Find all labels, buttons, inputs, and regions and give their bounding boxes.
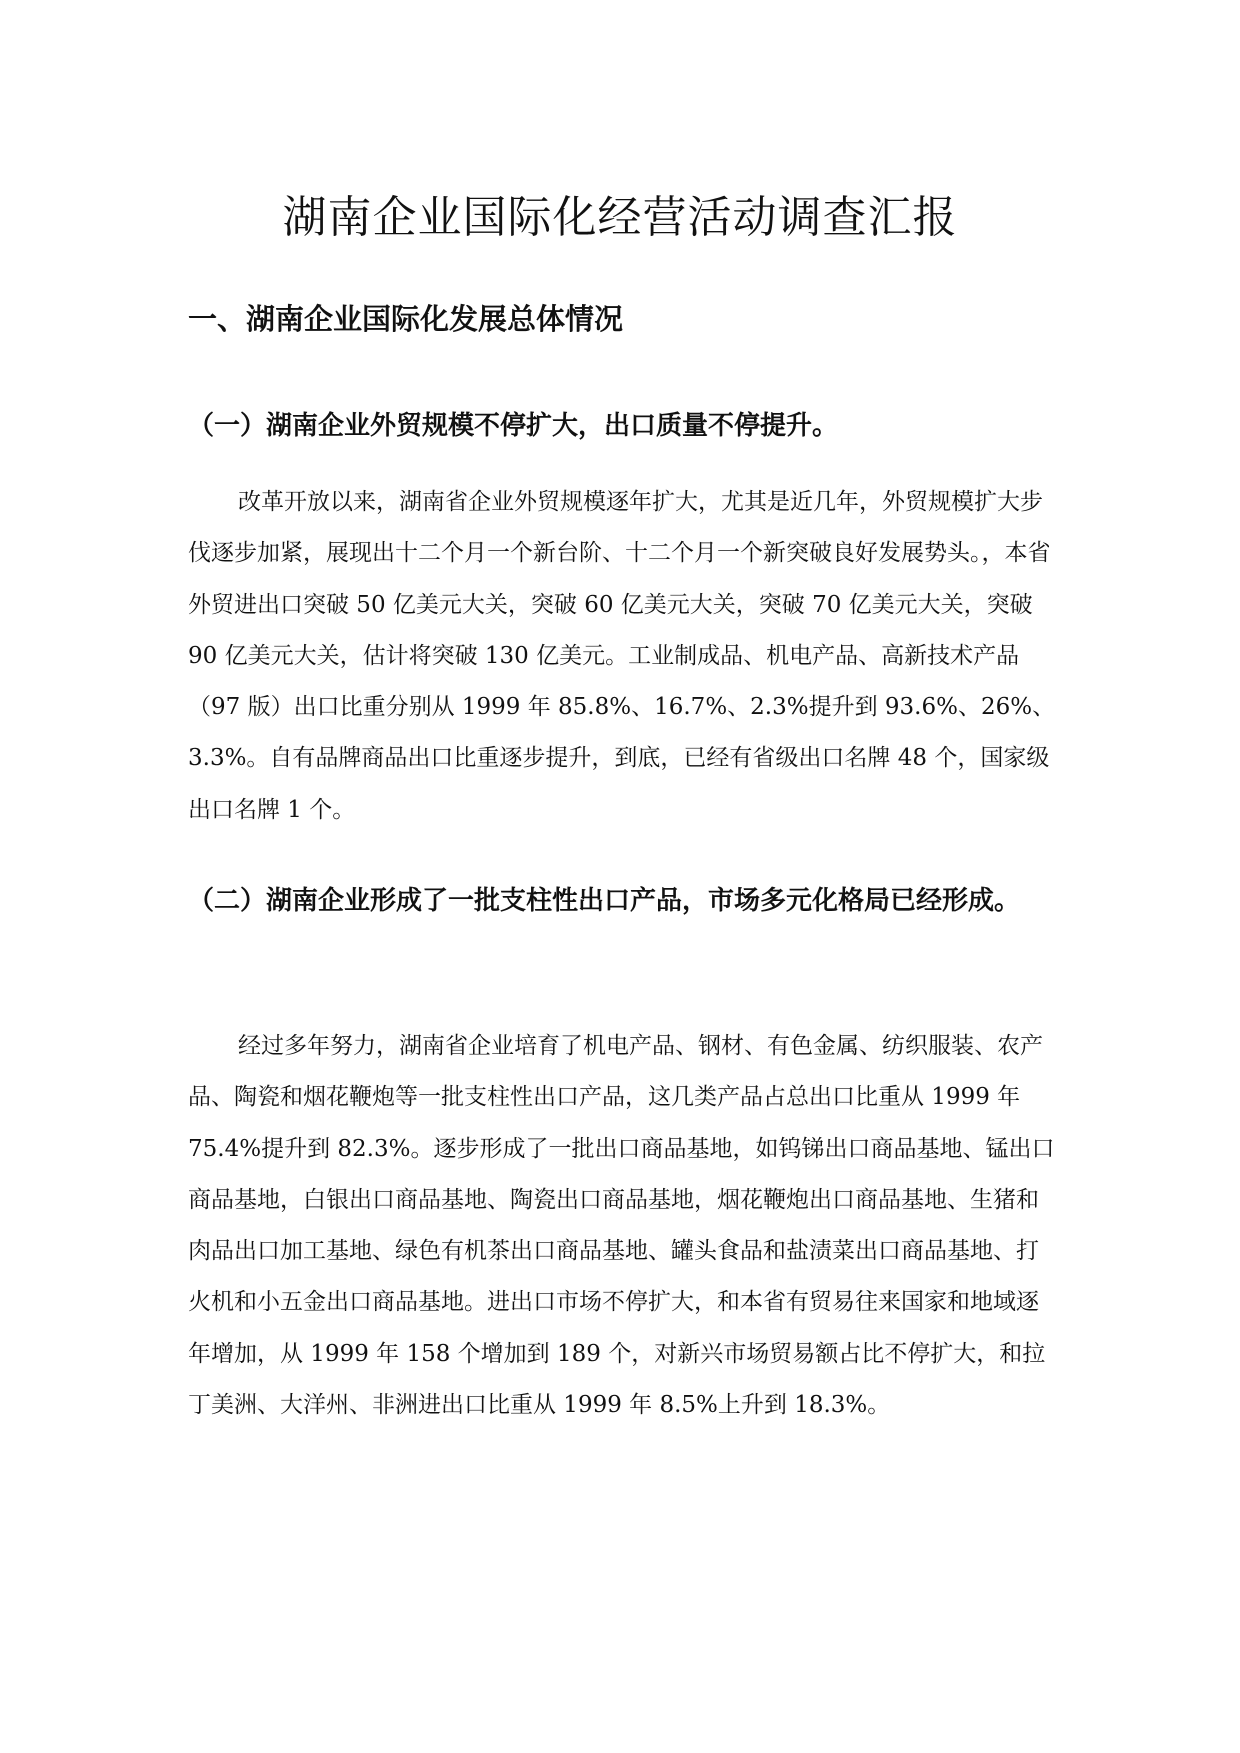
document-title: 湖南企业国际化经营活动调查汇报 (282, 192, 958, 243)
section-heading: 一、湖南企业国际化发展总体情况 (188, 302, 624, 336)
subsection-paragraph-1: 改革开放以来，湖南省企业外贸规模逐年扩大，尤其是近几年，外贸规模扩大步伐逐步加紧，展现出十二个月一个新台阶、十二个月一个新突破良好发展势头。，本省外贸进出口突破 50 亿美元大关，突破 60 亿美元大关，突破 70 亿美元大关，突破 90 亿美元大关，估计将突破 130 亿美元。工业制成品、机电产品、高新技术产品（97 版）出口比重分别从 1999 年 85.8%、16.7%、2.3%提升到 93.6%、26%、3.3%。自有品牌商品出口比重逐步提升，到底，已经有省级出口名牌 48 个，国家级出口名牌 1 个。 (188, 489, 1056, 823)
subsection-heading-1: （一）湖南企业外贸规模不停扩大，出口质量不停提升。 (188, 411, 839, 441)
subsection-paragraph-2: 经过多年努力，湖南省企业培育了机电产品、钢材、有色金属、纺织服装、农产品、陶瓷和烟花鞭炮等一批支柱性出口产品，这几类产品占总出口比重从 1999 年 75.4%提升到 82.3%。逐步形成了一批出口商品基地，如钨锑出口商品基地、锰出口商品基地，白银出口商品基地、陶瓷出口商品基地，烟花鞭炮出口商品基地、生猪和肉品出口加工基地、绿色有机茶出口商品基地、罐头食品和盐渍菜出口商品基地、打火机和小五金出口商品基地。进出口市场不停扩大，和本省有贸易往来国家和地域逐年增加，从 1999 年 158 个增加到 189 个，对新兴市场贸易额占比不停扩大，和拉丁美洲、大洋州、非洲进出口比重从 1999 年 8.5%上升到 18.3%。 (188, 1033, 1055, 1419)
subsection-heading-2: （二）湖南企业形成了一批支柱性出口产品，市场多元化格局已经形成。 (188, 886, 1021, 916)
